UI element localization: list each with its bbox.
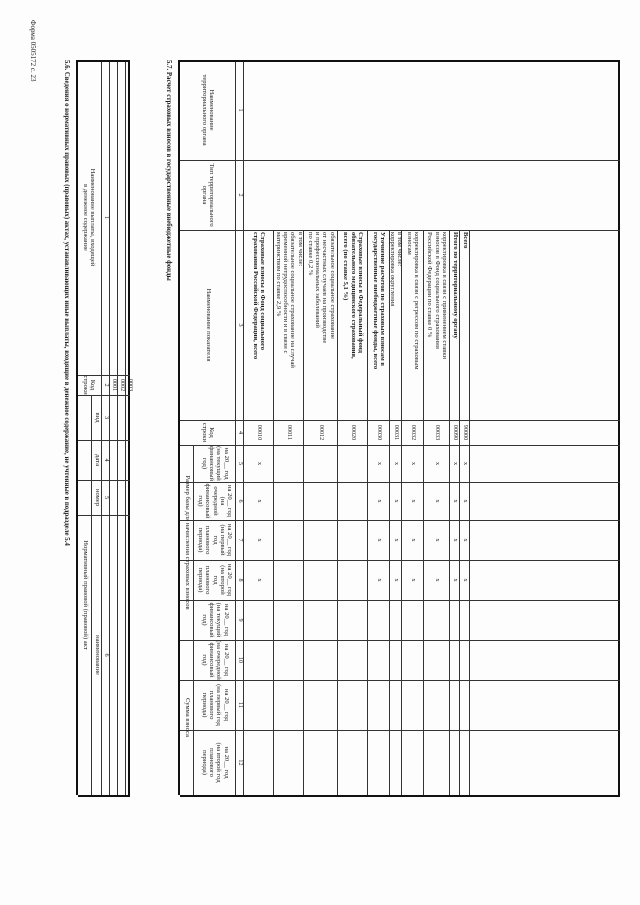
indicator-label: Уточнение расчетов по страховым взносам в государственные внебюджетные фонды, всего xyxy=(372,232,387,370)
indicator-label: корректировка в связи с применением ставки взносов в Фонд социального страхования Российской Федерации по ставке 0 % xyxy=(426,232,449,360)
indicator-label: Всего xyxy=(461,232,469,249)
section-5-6-title: 5.6. Сведения о нормативных правовых (правовых) актах, устанавливающих иные выплаты, входящие в денежное содержание, не учтенные в подразделе 5.4 xyxy=(63,60,70,546)
column-number: 4 xyxy=(237,430,245,435)
cross-mark: x xyxy=(434,578,442,582)
cross-mark: x xyxy=(410,578,418,582)
cross-mark: x xyxy=(434,499,442,503)
column-number: 2 xyxy=(103,383,111,387)
cross-mark: x xyxy=(393,461,401,466)
cross-mark: x xyxy=(410,538,418,542)
indicator-label: Страховые взносы в Федеральный фонд обязательного медицинского страхования, всего (по ставке 5,1 %) xyxy=(342,232,365,359)
col-code: Код строки xyxy=(82,375,97,395)
column-number: 11 xyxy=(237,702,245,708)
cross-mark: x xyxy=(376,578,384,582)
indicator-label: обязательное социальное страхование от несчастных случаев на производстве и профессиональных заболеваний по ставке 0,2 % xyxy=(306,232,336,344)
row-code: 00030 xyxy=(376,424,384,441)
cross-mark: x xyxy=(393,499,401,503)
col-org-type: Тип территориального органа xyxy=(201,163,216,227)
cross-mark: x xyxy=(462,499,470,503)
col-payment-name: Наименование выплаты, входящей в денежное содержание xyxy=(82,168,97,267)
rule-line xyxy=(78,795,130,797)
cross-mark: x xyxy=(393,578,401,582)
cross-mark: x xyxy=(256,499,264,503)
row-code: 00031 xyxy=(393,424,401,441)
column-number: 12 xyxy=(237,759,245,766)
col-code: Код строки xyxy=(201,422,216,443)
cross-mark: x xyxy=(256,578,264,582)
indicator-label: в том числе: обязательное социальное страхование на случай временной нетрудоспособности и в связи с материнством по ставке 2,9 % xyxy=(274,232,304,368)
row-code: 00012 xyxy=(318,424,326,441)
column-number: 1 xyxy=(237,108,245,112)
cross-mark: x xyxy=(452,578,460,582)
col-act: Нормативный правовой (правовой) акт xyxy=(81,540,89,650)
rule-line xyxy=(618,60,620,795)
cross-mark: x xyxy=(462,461,470,466)
col-year: на 20__ год (на второй год планового периода) xyxy=(196,564,234,596)
column-number: 5 xyxy=(103,495,111,500)
rule-line xyxy=(180,680,620,681)
section-5-7-title: 5.7. Расчет страховых взносов в государственные внебюджетные фонды xyxy=(165,60,172,281)
col-year: на 20__ год (на очередной финансовый год) xyxy=(200,640,230,680)
indicator-label: Итого по территориальному органу xyxy=(451,232,459,339)
col-year: на 20__ год (на первый год планового периода) xyxy=(200,684,230,726)
rule-line xyxy=(180,600,620,601)
col-territorial-org: Наименование территориального органа xyxy=(201,74,216,146)
col-number: номер xyxy=(93,488,101,507)
cross-mark: x xyxy=(410,499,418,503)
cross-mark: x xyxy=(410,461,418,466)
cross-mark: x xyxy=(462,538,470,542)
form-label: Форма 0505172 с. 23 xyxy=(29,20,37,82)
rule-line xyxy=(128,60,130,795)
column-number: 8 xyxy=(237,578,245,582)
col-contribution-sum: Сумма взноса xyxy=(183,698,191,737)
cross-mark: x xyxy=(393,538,401,542)
cross-mark: x xyxy=(376,538,384,542)
column-number: 2 xyxy=(237,193,245,197)
row-code: 0003 xyxy=(127,378,135,392)
column-number: 3 xyxy=(103,415,111,420)
rule-line xyxy=(125,60,126,795)
cross-mark: x xyxy=(256,538,264,542)
cross-mark: x xyxy=(434,538,442,542)
col-title: наименование xyxy=(93,635,101,675)
row-code: 00010 xyxy=(256,424,264,441)
column-number: 4 xyxy=(103,458,111,462)
col-indicator: Наименование показателя xyxy=(204,288,212,362)
row-code: 00090 xyxy=(452,424,460,441)
indicator-label: корректировка в связи с регрессом по страховым взносам xyxy=(406,232,421,370)
rule-line xyxy=(180,730,620,731)
cross-mark: x xyxy=(452,538,460,542)
row-code: 90000 xyxy=(462,424,470,441)
row-code: 00032 xyxy=(410,424,418,441)
column-number: 6 xyxy=(237,499,245,503)
rule-line xyxy=(180,160,620,161)
row-code: 00033 xyxy=(434,424,442,441)
col-year: на 20__ год (на текущий финансовый год) xyxy=(200,602,230,638)
col-base-size: Размер базы для начисления страховых взносов xyxy=(183,475,191,610)
cross-mark: x xyxy=(452,499,460,503)
col-year: на 20__ год (на первый год планового периода) xyxy=(196,524,234,556)
rule-line xyxy=(117,60,118,795)
row-code: 00011 xyxy=(286,424,294,441)
cross-mark: x xyxy=(462,578,470,582)
col-year: на 20__ год (на текущий финансовый год) xyxy=(200,445,230,482)
cross-mark: x xyxy=(434,461,442,466)
cross-mark: x xyxy=(452,461,460,466)
rule-line xyxy=(180,60,620,62)
indicator-label: в том числе: корректировка округления xyxy=(389,232,404,307)
col-year: на 20__ год (на очередной финансовый год) xyxy=(196,483,234,519)
column-number: 1 xyxy=(103,215,111,220)
cross-mark: x xyxy=(376,461,384,466)
column-number: 10 xyxy=(237,656,245,664)
column-number: 5 xyxy=(237,461,245,466)
rule-line xyxy=(180,640,620,641)
column-number: 3 xyxy=(237,323,245,327)
column-number: 6 xyxy=(103,653,111,657)
row-code: 0001 xyxy=(111,378,119,392)
cross-mark: x xyxy=(256,461,264,466)
rule-line xyxy=(180,795,620,797)
column-number: 9 xyxy=(237,618,245,622)
row-code: 00020 xyxy=(350,424,358,441)
cross-mark: x xyxy=(376,499,384,503)
col-date: дата xyxy=(93,454,101,466)
rule-line xyxy=(180,230,620,231)
indicator-label: Страховые взносы в Фонд социального страхования Российской Федерации, всего xyxy=(252,232,267,360)
col-year: на 20__ год (на второй год планового периода) xyxy=(200,742,230,783)
row-code: 0002 xyxy=(119,378,127,392)
col-kind: вид xyxy=(93,412,101,423)
column-number: 7 xyxy=(237,538,245,542)
